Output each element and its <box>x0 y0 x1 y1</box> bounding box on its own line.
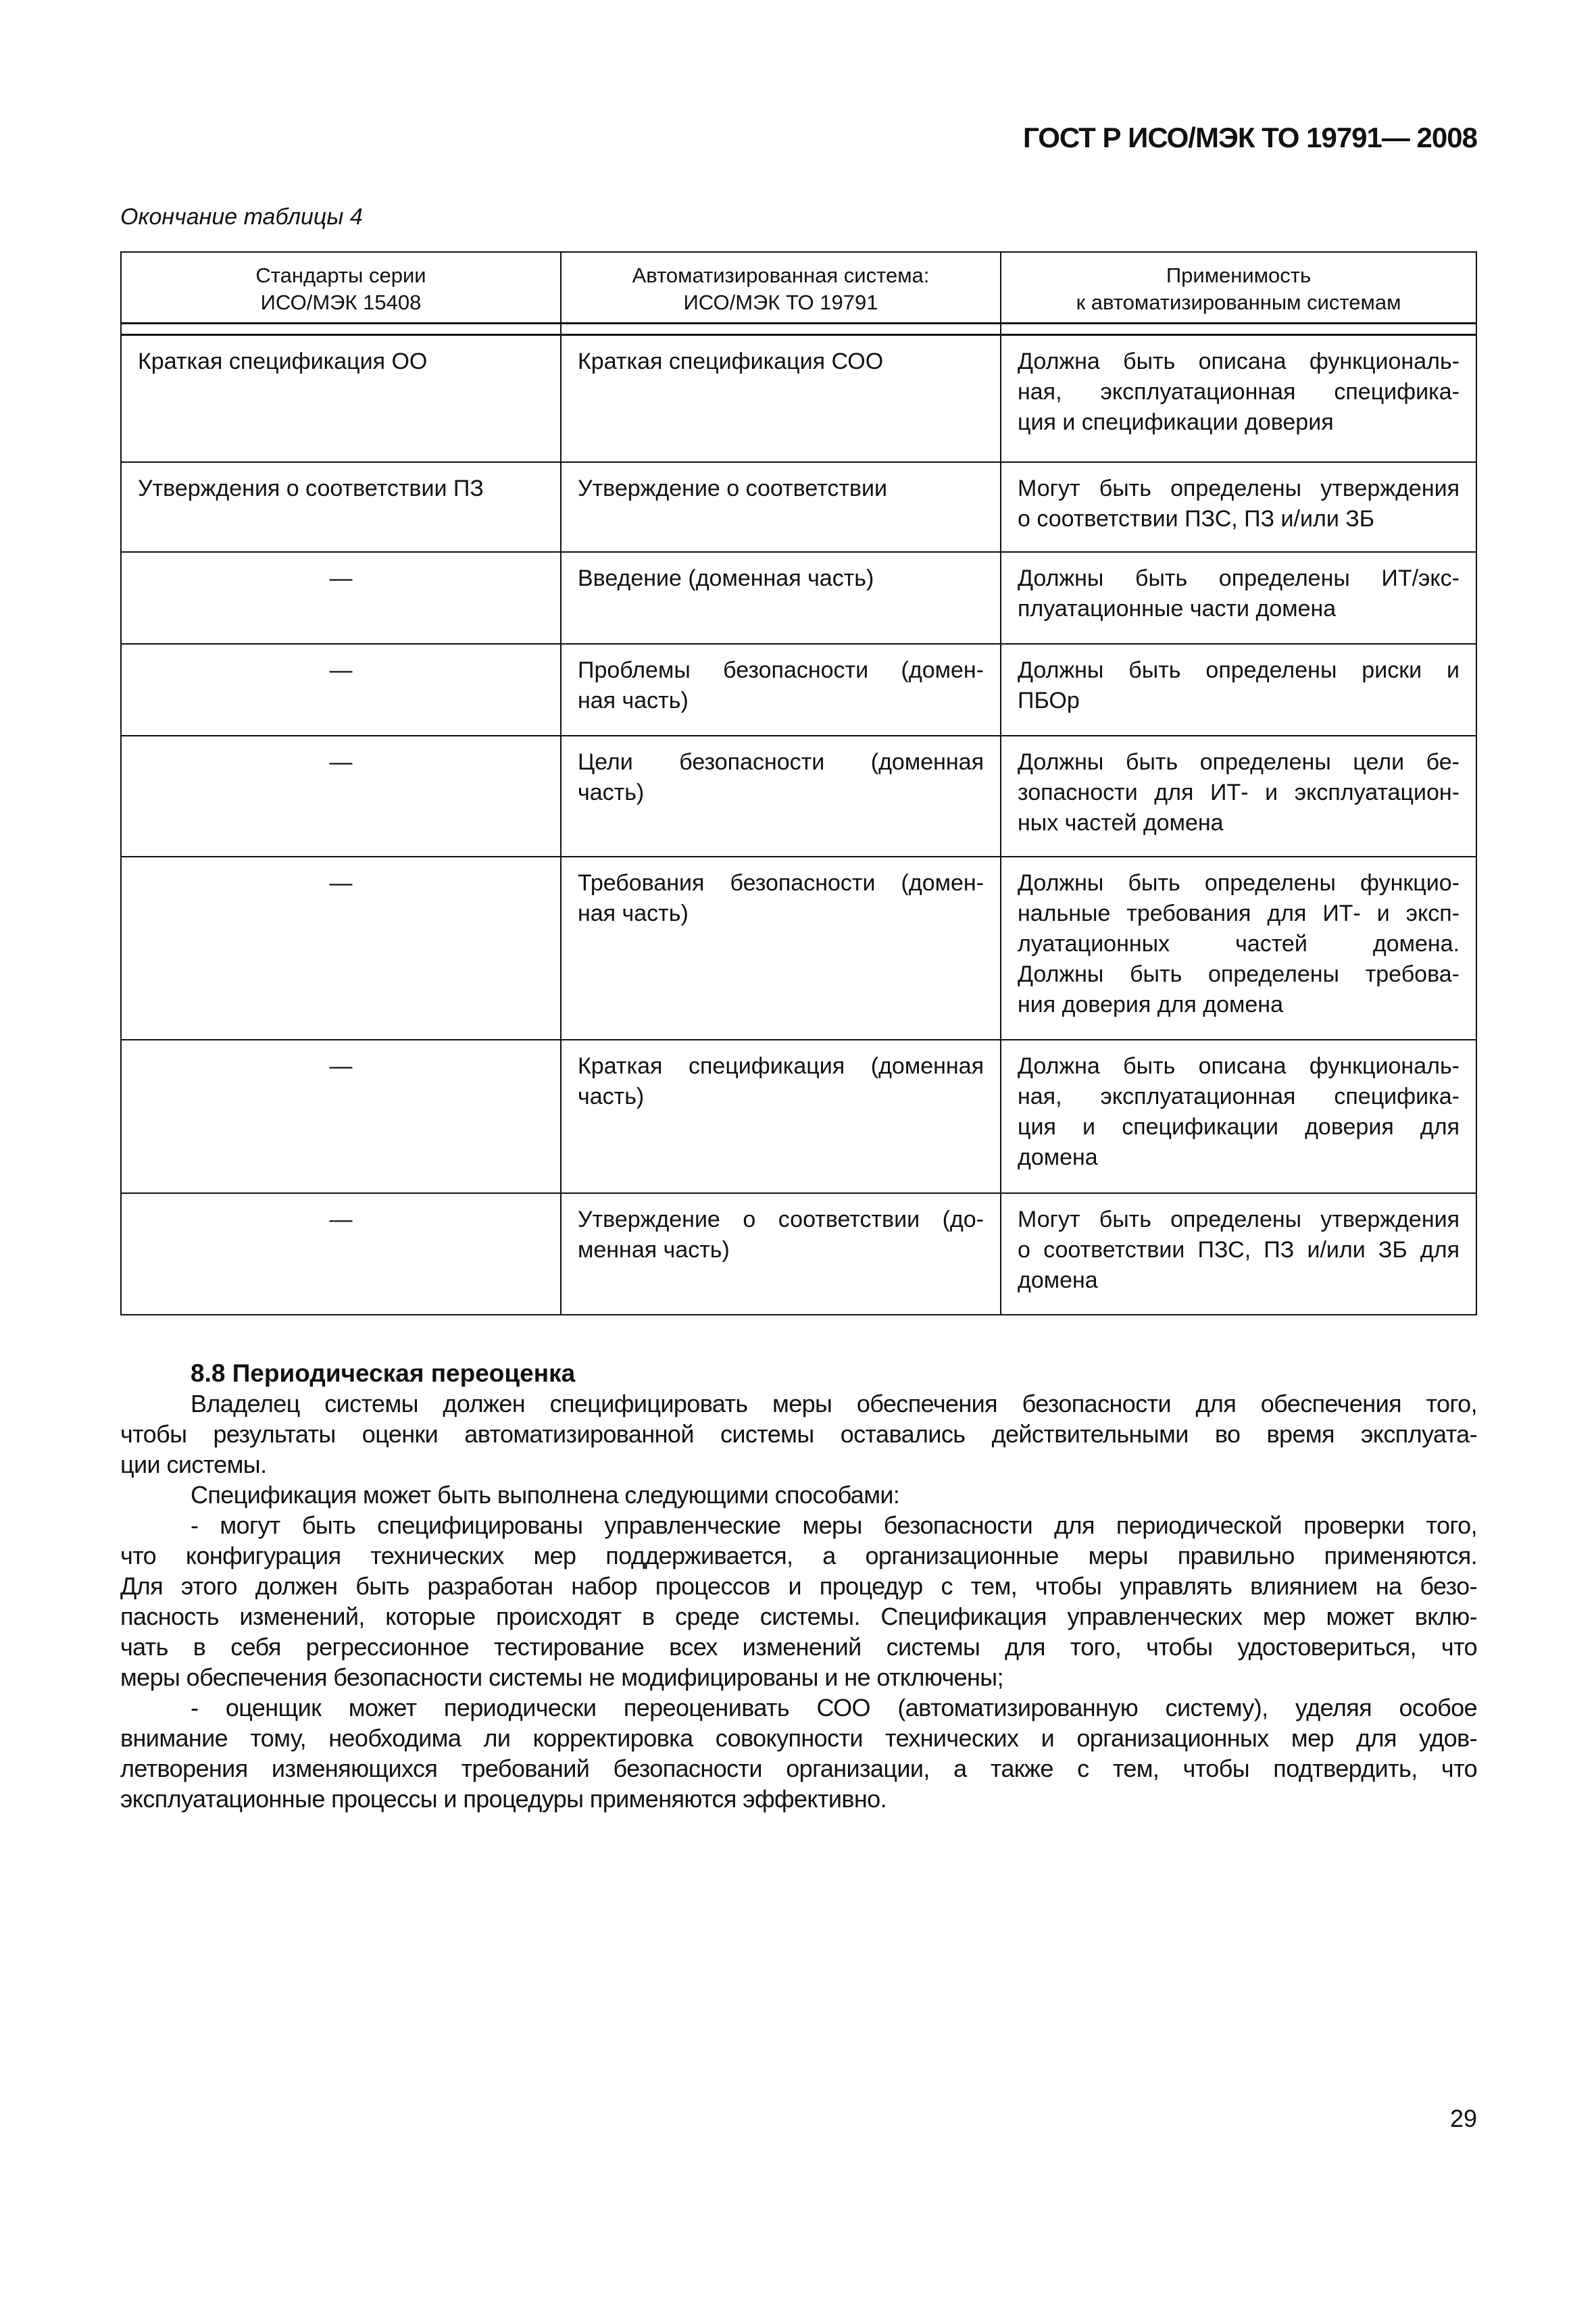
paragraph-line: - оценщик может периодически переоценивать СОО (автоматизированную систему), уделяя особое <box>191 1694 1477 1721</box>
paragraph-line: Спецификация может быть выполнена следующими способами: <box>191 1481 900 1509</box>
table-cell <box>560 463 1000 551</box>
cell-line: Краткая спецификация СОО <box>578 349 884 374</box>
cell-line: домена <box>1018 1267 1098 1293</box>
cell-line: Должна быть описана функциональ- <box>1018 349 1460 374</box>
table-cell <box>560 1194 1000 1314</box>
cell-line: Введение (доменная часть) <box>578 565 874 591</box>
table-cell <box>122 553 560 643</box>
cell-line: Должна быть описана функциональ- <box>1018 1053 1460 1079</box>
cell-line: луатационных частей домена. <box>1018 931 1460 957</box>
cell-line: зопасности для ИТ- и эксплуатацион- <box>1018 780 1460 805</box>
table-cell <box>122 857 560 1039</box>
header-line: к автоматизированным системам <box>1076 291 1401 314</box>
table-cell <box>1000 1040 1476 1192</box>
table-row <box>122 856 1476 1039</box>
cell-line: нальные требования для ИТ- и эксп- <box>1018 901 1460 926</box>
paragraph <box>120 1692 1477 1814</box>
paragraph-line: эксплуатационные процессы и процедуры применяются эффективно. <box>120 1785 887 1813</box>
table-cell <box>1000 553 1476 643</box>
table-cell <box>560 1040 1000 1192</box>
table-body <box>122 336 1476 1314</box>
paragraph-line: чать в себя регрессионное тестирование всех изменений системы для того, чтобы удостовериться, что <box>120 1633 1477 1661</box>
table-cell <box>1000 645 1476 735</box>
table-row <box>122 1192 1476 1314</box>
cell-line: Краткая спецификация ОО <box>138 349 428 374</box>
column-header-applicability <box>1000 253 1476 322</box>
cell-line: — <box>329 1053 353 1079</box>
table-row <box>122 461 1476 551</box>
cell-line: — <box>329 749 353 775</box>
document-header: ГОСТ Р ИСО/МЭК ТО 19791— 2008 <box>1022 122 1477 153</box>
cell-line: Утверждения о соответствии ПЗ <box>138 476 484 501</box>
cell-line: ная, эксплуатационная специфика- <box>1018 379 1460 405</box>
paragraph-line: пасность изменений, которые происходят в среде системы. Спецификация управленческих мер может вклю- <box>120 1603 1477 1630</box>
header-line: Стандарты серии <box>255 263 426 287</box>
cell-line: ция и спецификации доверия для <box>1018 1114 1460 1140</box>
cell-line: домена <box>1018 1145 1098 1170</box>
cell-line: часть) <box>578 1084 645 1109</box>
paragraph-line: Для этого должен быть разработан набор процессов и процедур с тем, чтобы управлять влиянием на безо- <box>120 1572 1477 1600</box>
table-cell <box>122 1040 560 1192</box>
paragraph <box>120 1480 1477 1510</box>
cell-line: ных частей домена <box>1018 810 1224 836</box>
table-caption: Окончание таблицы 4 <box>120 204 363 230</box>
table-cell <box>560 336 1000 461</box>
cell-line: о соответствии ПЗС, ПЗ и/или ЗБ для <box>1018 1237 1460 1263</box>
table-row <box>122 336 1476 461</box>
table-cell <box>560 736 1000 856</box>
section-title: 8.8 Периодическая переоценка <box>191 1359 576 1387</box>
section-8-8 <box>120 1358 1477 1814</box>
column-header-standards <box>122 253 560 322</box>
table-row <box>122 643 1476 735</box>
cell-line: о соответствии ПЗС, ПЗ и/или ЗБ <box>1018 506 1375 532</box>
table-row <box>122 735 1476 856</box>
cell-line: часть) <box>578 780 645 805</box>
column-header-system <box>560 253 1000 322</box>
cell-line: Требования безопасности (домен- <box>578 870 984 896</box>
table-row <box>122 551 1476 643</box>
table-header <box>122 253 1476 324</box>
paragraph <box>120 1510 1477 1692</box>
paragraph-line: что конфигурация технических мер поддерживается, а организационные меры правильно применяются. <box>120 1542 1477 1569</box>
paragraph <box>120 1388 1477 1480</box>
cell-line: менная часть) <box>578 1237 730 1263</box>
table-cell <box>1000 463 1476 551</box>
cell-line: Краткая спецификация (доменная <box>578 1053 984 1079</box>
cell-line: Должны быть определены требова- <box>1018 961 1460 987</box>
cell-line: Утверждение о соответствии <box>578 476 887 501</box>
cell-line: плуатационные части домена <box>1018 596 1337 622</box>
cell-line: Утверждение о соответствии (до- <box>578 1207 984 1232</box>
paragraph-line: Владелец системы должен специфицировать меры обеспечения безопасности для обеспечения того, <box>191 1390 1477 1417</box>
header-line: Применимость <box>1166 263 1312 287</box>
table-cell <box>122 645 560 735</box>
cell-line: ная часть) <box>578 688 689 713</box>
header-line: Автоматизированная система: <box>632 263 930 287</box>
cell-line: Должны быть определены риски и <box>1018 657 1460 683</box>
paragraph-line: летворения изменяющихся требований безопасности организации, а также с тем, чтобы подтвердить, что <box>120 1755 1477 1782</box>
table-cell <box>1000 336 1476 461</box>
cell-line: Должны быть определены цели бе- <box>1018 749 1460 775</box>
cell-line: — <box>329 1207 353 1232</box>
cell-line: Могут быть определены утверждения <box>1018 476 1460 501</box>
paragraph-line: ции системы. <box>120 1451 267 1478</box>
table-cell <box>1000 857 1476 1039</box>
cell-line: Цели безопасности (доменная <box>578 749 984 775</box>
cell-line: ция и спецификации доверия <box>1018 409 1334 435</box>
table-cell <box>560 857 1000 1039</box>
paragraph-line: внимание тому, необходима ли корректировка совокупности технических и организационных мер для удов- <box>120 1724 1477 1752</box>
table-cell <box>1000 736 1476 856</box>
cell-line: — <box>329 565 353 591</box>
cell-line: — <box>329 657 353 683</box>
page-number: 29 <box>1449 2105 1477 2132</box>
cell-line: Проблемы безопасности (домен- <box>578 657 984 683</box>
header-line: ИСО/МЭК ТО 19791 <box>683 291 878 314</box>
table-cell <box>122 463 560 551</box>
cell-line: Должны быть определены ИТ/экс- <box>1018 565 1460 591</box>
table-cell <box>122 736 560 856</box>
paragraph-line: чтобы результаты оценки автоматизированной системы оставались действительными во время эксплуата- <box>120 1420 1477 1448</box>
header-separator <box>122 324 1476 336</box>
header-line: ИСО/МЭК 15408 <box>260 291 422 314</box>
table-cell <box>1000 1194 1476 1314</box>
cell-line: Должны быть определены функцио- <box>1018 870 1460 896</box>
table-row <box>122 1039 1476 1192</box>
section-body <box>120 1388 1477 1814</box>
paragraph-line: - могут быть специфицированы управленческие меры безопасности для периодической проверки того, <box>191 1511 1477 1539</box>
cell-line: ная, эксплуатационная специфика- <box>1018 1084 1460 1109</box>
cell-line: — <box>329 870 353 896</box>
table-cell <box>560 553 1000 643</box>
table <box>120 251 1477 1315</box>
cell-line: ния доверия для домена <box>1018 992 1283 1017</box>
table-cell <box>122 336 560 461</box>
cell-line: ная часть) <box>578 901 689 926</box>
table-cell <box>122 1194 560 1314</box>
cell-line: Могут быть определены утверждения <box>1018 1207 1460 1232</box>
cell-line: ПБОр <box>1018 688 1080 713</box>
table-cell <box>560 645 1000 735</box>
paragraph-line: меры обеспечения безопасности системы не модифицированы и не отключены; <box>120 1663 1003 1691</box>
